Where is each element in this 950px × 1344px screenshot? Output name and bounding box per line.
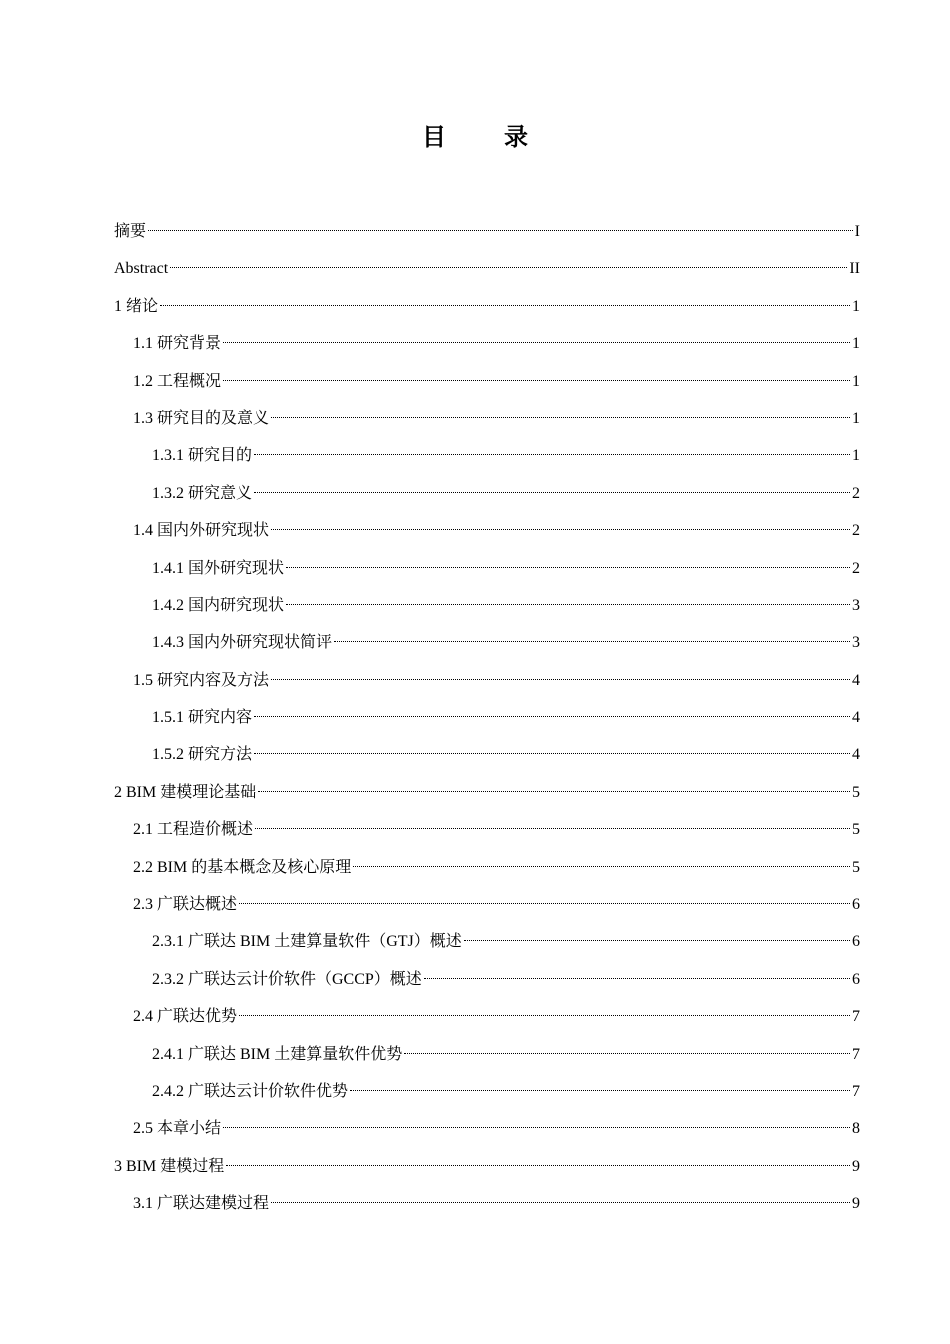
toc-entry-label: 3 BIM 建模过程 xyxy=(114,1157,225,1175)
toc-entry-label: 1.3 研究目的及意义 xyxy=(133,409,270,427)
toc-title: 目 录 xyxy=(422,125,554,151)
toc-entry-page-number: 5 xyxy=(852,783,860,801)
toc-dot-leader xyxy=(148,230,853,231)
toc-dot-leader xyxy=(160,305,850,306)
toc-entry-page-number: 4 xyxy=(852,709,860,727)
toc-dot-leader xyxy=(254,454,850,455)
toc-entry-page-number: 7 xyxy=(852,1008,860,1026)
toc-entry-page-number: 7 xyxy=(852,1082,860,1100)
toc-dot-leader xyxy=(271,529,850,530)
toc-entry xyxy=(114,400,860,437)
toc-entry-page-number: 2 xyxy=(852,484,860,502)
toc-entry-label: 2.4 广联达优势 xyxy=(133,1008,238,1026)
toc-entry xyxy=(114,961,860,998)
toc-entry xyxy=(114,475,860,512)
toc-entry-label: 2.4.2 广联达云计价软件优势 xyxy=(152,1082,349,1100)
toc-entry xyxy=(114,1185,860,1222)
toc-entry xyxy=(114,250,860,287)
toc-dot-leader xyxy=(464,940,850,941)
toc-entry-label: 2.5 本章小结 xyxy=(133,1120,222,1138)
toc-entry xyxy=(114,998,860,1035)
toc-entry xyxy=(114,1036,860,1073)
toc-entry-label: 1.1 研究背景 xyxy=(133,335,222,353)
toc-dot-leader xyxy=(223,342,850,343)
toc-entry-page-number: 1 xyxy=(852,447,860,465)
toc-entry-page-number: 1 xyxy=(852,297,860,315)
toc-entry xyxy=(114,774,860,811)
toc-entry-label: 摘要 xyxy=(114,223,147,240)
toc-entry xyxy=(114,699,860,736)
toc-dot-leader xyxy=(334,641,850,642)
toc-entry xyxy=(114,325,860,362)
toc-entry xyxy=(114,587,860,624)
toc-entry-page-number: 1 xyxy=(852,335,860,353)
toc-entry-label: 2.3 广联达概述 xyxy=(133,896,238,914)
toc-entry-page-number: I xyxy=(854,223,860,240)
toc-entry-label: 1.4.2 国内研究现状 xyxy=(152,596,285,614)
toc-entry-page-number: 6 xyxy=(852,933,860,951)
toc-entry xyxy=(114,849,860,886)
toc-entry xyxy=(114,1110,860,1147)
toc-entry-page-number: 3 xyxy=(852,634,860,652)
toc-dot-leader xyxy=(254,492,850,493)
toc-entry xyxy=(114,886,860,923)
toc-dot-leader xyxy=(350,1090,850,1091)
toc-entry xyxy=(114,288,860,325)
toc-entry-label: 2 BIM 建模理论基础 xyxy=(114,783,257,801)
toc-dot-leader xyxy=(258,791,850,792)
toc-dot-leader xyxy=(223,380,850,381)
toc-dot-leader xyxy=(271,679,850,680)
toc-entry-label: 1.3.1 研究目的 xyxy=(152,447,253,465)
toc-entry-label: 1.4 国内外研究现状 xyxy=(133,522,270,540)
toc-entry-label: Abstract xyxy=(114,260,169,278)
toc-entry-page-number: 7 xyxy=(852,1045,860,1063)
toc-entry xyxy=(114,1073,860,1110)
toc-entry-page-number: 6 xyxy=(852,970,860,988)
toc-entry-page-number: 3 xyxy=(852,596,860,614)
toc-entry-label: 1.5.2 研究方法 xyxy=(152,746,253,764)
toc-dot-leader xyxy=(226,1165,850,1166)
toc-entry-page-number: 4 xyxy=(852,746,860,764)
toc-entry xyxy=(114,736,860,773)
toc-entry-page-number: 2 xyxy=(852,559,860,577)
toc-entry xyxy=(114,363,860,400)
toc-entry-page-number: 1 xyxy=(852,372,860,390)
toc-entry-label: 2.4.1 广联达 BIM 土建算量软件优势 xyxy=(152,1045,403,1063)
toc-dot-leader xyxy=(223,1127,850,1128)
toc-dot-leader xyxy=(170,267,847,268)
toc-entry xyxy=(114,437,860,474)
toc-dot-leader xyxy=(271,1202,850,1203)
toc-entry-label: 1.4.1 国外研究现状 xyxy=(152,559,285,577)
toc-dot-leader xyxy=(254,716,850,717)
toc-entry xyxy=(114,811,860,848)
toc-entry-label: 1.2 工程概况 xyxy=(133,372,222,390)
toc-entry-page-number: 9 xyxy=(852,1157,860,1175)
toc-dot-leader xyxy=(286,604,850,605)
toc-entry-label: 1.4.3 国内外研究现状简评 xyxy=(152,634,333,652)
toc-dot-leader xyxy=(353,866,850,867)
toc-entry xyxy=(114,550,860,587)
toc-dot-leader xyxy=(255,828,850,829)
toc-entry-page-number: 8 xyxy=(852,1120,860,1138)
toc-entry-page-number: 9 xyxy=(852,1195,860,1213)
toc-entry-label: 1 绪论 xyxy=(114,297,159,315)
toc-dot-leader xyxy=(404,1053,850,1054)
toc-entry xyxy=(114,1148,860,1185)
toc-dot-leader xyxy=(254,753,850,754)
toc-dot-leader xyxy=(239,1015,850,1016)
toc-entry xyxy=(114,624,860,661)
toc-entry-label: 2.3.2 广联达云计价软件（GCCP）概述 xyxy=(152,970,422,988)
toc-dot-leader xyxy=(239,903,850,904)
toc-dot-leader xyxy=(271,417,850,418)
toc-entry xyxy=(114,213,860,250)
toc-entry-page-number: 2 xyxy=(852,522,860,540)
toc-dot-leader xyxy=(424,978,850,979)
toc-entry-page-number: 1 xyxy=(852,409,860,427)
toc-entry xyxy=(114,662,860,699)
toc-dot-leader xyxy=(286,567,850,568)
toc-entry-label: 1.5.1 研究内容 xyxy=(152,709,253,727)
toc-list xyxy=(114,213,860,1223)
toc-entry-label: 2.3.1 广联达 BIM 土建算量软件（GTJ）概述 xyxy=(152,933,462,951)
toc-entry xyxy=(114,923,860,960)
toc-entry-label: 1.3.2 研究意义 xyxy=(152,484,253,502)
toc-entry-label: 2.1 工程造价概述 xyxy=(133,821,254,839)
toc-entry-label: 1.5 研究内容及方法 xyxy=(133,671,270,689)
toc-entry-page-number: 4 xyxy=(852,671,860,689)
toc-entry-page-number: 5 xyxy=(852,858,860,876)
toc-entry-page-number: 5 xyxy=(852,821,860,839)
toc-entry xyxy=(114,512,860,549)
toc-entry-page-number: 6 xyxy=(852,896,860,914)
toc-entry-label: 2.2 BIM 的基本概念及核心原理 xyxy=(133,858,352,876)
toc-entry-label: 3.1 广联达建模过程 xyxy=(133,1195,270,1213)
toc-entry-page-number: II xyxy=(849,260,860,278)
